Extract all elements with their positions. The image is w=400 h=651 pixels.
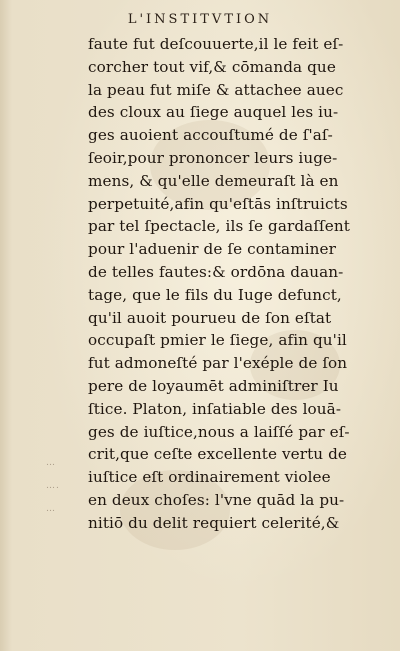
text-line-17: ſtice. Platon, inſatiable des louā- <box>88 399 342 418</box>
text-line-2: corcher tout vif,& cōmanda que <box>88 57 336 76</box>
text-line-8: perpetuité,afin qu'eſtās inſtruicts <box>88 194 348 213</box>
text-line-6: ſeoir,pour prononcer leurs iuge- <box>88 148 338 167</box>
text-line-13: qu'il auoit pourueu de ſon eſtat <box>88 308 332 327</box>
text-line-21: en deux choſes: l'vne quād la pu- <box>88 490 345 509</box>
text-line-1: faute fut deſcouuerte,il le feit eſ- <box>88 35 344 53</box>
margin-mark: …. <box>46 481 60 491</box>
margin-mark: … <box>46 504 56 514</box>
text-line-3: la peau fut miſe & attachee auec <box>88 80 344 99</box>
text-line-22: nitiō du delit requiert celerité,& <box>88 513 340 532</box>
text-line-5: ges auoient accouſtumé de ſ'aſ- <box>88 126 333 145</box>
margin-mark: … <box>46 458 56 468</box>
text-line-10: pour l'aduenir de ſe contaminer <box>88 240 336 259</box>
text-line-16: pere de loyaumēt adminiſtrer Iu <box>88 376 339 395</box>
text-line-12: tage, que le fils du Iuge defunct, <box>88 285 342 304</box>
text-line-18: ges de iuſtice,nous a laiſſé par eſ- <box>88 422 350 441</box>
text-line-11: de telles fautes:& ordōna dauan- <box>88 262 344 281</box>
text-line-7: mens, & qu'elle demeuraſt là en <box>88 171 339 190</box>
text-line-15: fut admoneſté par l'exéple de ſon <box>88 354 348 373</box>
text-line-20: iuſtice eſt ordinairement violee <box>88 468 331 487</box>
text-line-14: occupaſt pmier le ſiege, afin qu'il <box>88 331 347 350</box>
text-line-4: des cloux au ſiege auquel les iu- <box>88 103 339 122</box>
body-text <box>88 33 388 535</box>
text-line-9: par tel ſpectacle, ils ſe gardaſſent <box>88 217 350 236</box>
text-line-19: crit,que ceſte excellente vertu de <box>88 445 348 464</box>
running-header: L'INSTITVTION <box>127 12 273 27</box>
